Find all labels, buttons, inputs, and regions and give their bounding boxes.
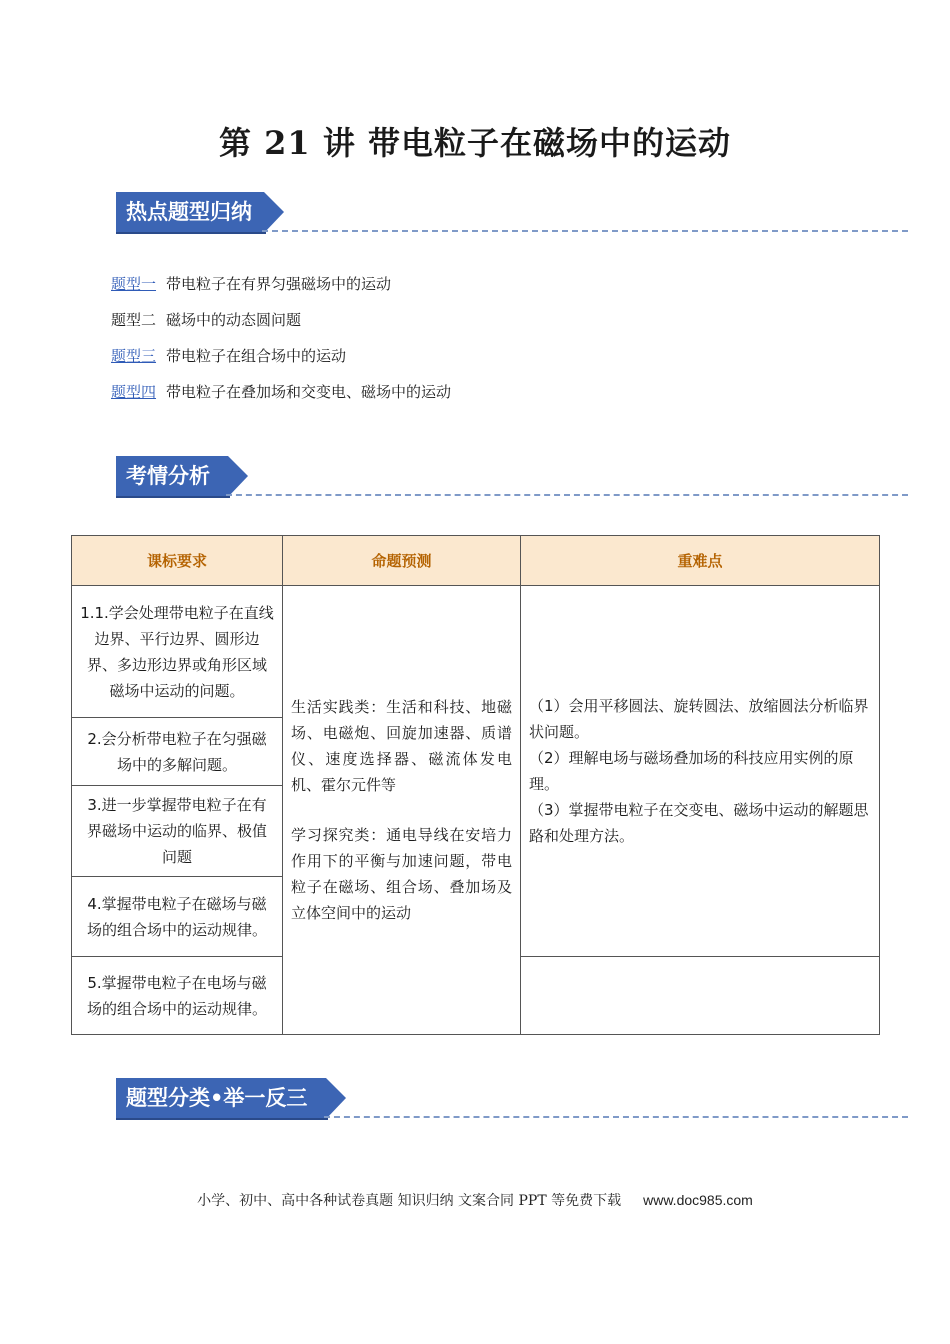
prediction-paragraph: 学习探究类：通电导线在安培力作用下的平衡与加速问题，带电粒子在磁场、组合场、叠加场及立体空间中的运动 [291,826,512,922]
topic-text: 带电粒子在叠加场和交变电、磁场中的运动 [166,383,452,401]
section-title-analysis: 考情分析 [126,464,210,488]
footer-url[interactable]: www.doc985.com [643,1192,753,1208]
section-banner-analysis [116,453,250,499]
page-footer [0,1190,950,1210]
header-prediction: 命题预测 [283,536,521,586]
header-requirements: 课标要求 [72,536,283,586]
key-point: （3）掌握带电粒子在交变电、磁场中运动的解题思路和处理方法。 [529,801,869,845]
table-row [72,586,880,718]
list-item [111,380,451,416]
topic-link-4[interactable]: 题型四 [111,383,157,401]
section-divider [262,230,908,232]
section-divider [226,494,908,496]
header-key-points: 重难点 [521,536,880,586]
section-title-hot-types: 热点题型归纳 [126,200,252,224]
prediction-paragraph: 生活实践类：生活和科技、地磁场、电磁炮、回旋加速器、质谱仪、速度选择器、磁流体发电机、霍尔元件等 [291,698,512,794]
table-header-row [72,536,880,586]
topic-text: 磁场中的动态圆问题 [166,311,302,329]
list-item [111,272,451,308]
empty-cell [521,957,880,1035]
footer-text: 小学、初中、高中各种试卷真题 知识归纳 文案合同 PPT 等免费下载 [197,1193,622,1209]
topic-type-list [111,272,451,416]
topic-link-3[interactable]: 题型三 [111,347,157,365]
page-title: 第 21 讲 带电粒子在磁场中的运动 [219,124,731,162]
requirement-cell: 5.掌握带电粒子在电场与磁场的组合场中的运动规律。 [72,957,283,1035]
requirement-cell: 4.掌握带电粒子在磁场与磁场的组合场中的运动规律。 [72,877,283,957]
key-points-cell [521,586,880,957]
prediction-cell [283,586,521,1035]
section-title-classification: 题型分类•举一反三 [126,1086,308,1110]
topic-text: 带电粒子在组合场中的运动 [166,347,347,365]
topic-label-2: 题型二 [111,311,157,329]
requirement-cell: 1.1.学会处理带电粒子在直线边界、平行边界、圆形边界、多边形边界或角形区域磁场中运动的问题。 [72,586,283,718]
topic-text: 带电粒子在有界匀强磁场中的运动 [166,275,392,293]
list-item [111,344,451,380]
key-point: （1）会用平移圆法、旋转圆法、放缩圆法分析临界状问题。 [529,697,869,741]
list-item [111,308,451,344]
section-banner-hot-types [116,189,286,235]
requirement-cell: 2.会分析带电粒子在匀强磁场中的多解问题。 [72,718,283,786]
requirement-cell: 3.进一步掌握带电粒子在有界磁场中运动的临界、极值问题 [72,786,283,877]
exam-analysis-table [71,535,880,1035]
topic-link-1[interactable]: 题型一 [111,275,157,293]
key-point: （2）理解电场与磁场叠加场的科技应用实例的原理。 [529,749,854,793]
section-banner-classification [116,1075,348,1121]
section-divider [324,1116,908,1118]
